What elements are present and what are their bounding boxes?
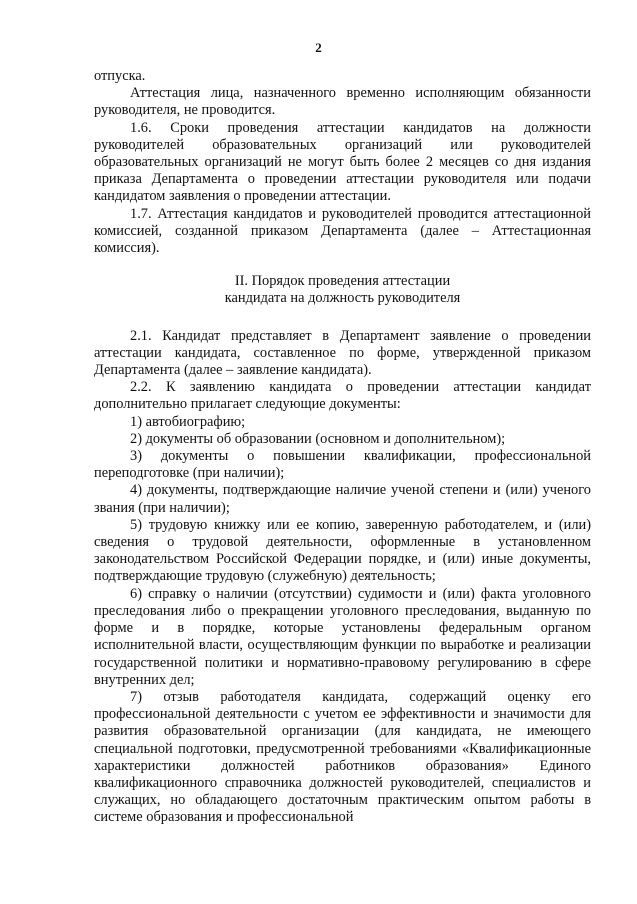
paragraph: 2) документы об образовании (основном и дополнительном); [130, 430, 506, 447]
paragraph: 1.7. Аттестация кандидатов и руководителей проводится аттестационной комиссией, созданной приказом Департамента (далее – Аттестационная комиссия). [94, 205, 591, 257]
section-heading [94, 273, 591, 307]
section-heading-line-1: II. Порядок проведения аттестации [234, 273, 451, 290]
paragraph: 6) справку о наличии (отсутствии) судимости и (или) факта уголовного преследования либо о прекращении уголовного преследования, выданную по форме и в порядке, которые установлены федеральным органом исполнительной власти, осуществляющим функции по выработке и реализации государственной политики и нормативно-правовому регулированию в сфере внутренних дел; [94, 585, 591, 688]
paragraph: 2.2. К заявлению кандидата о проведении аттестации кандидат дополнительно прилагает следующие документы: [94, 379, 591, 413]
paragraph: 7) отзыв работодателя кандидата, содержащий оценку его профессиональной деятельности с учетом ее эффективности и значимости для развития образовательной организации (для кандидата, не имеющего специальной подготовки, предусмотренной требованиями «Квалификационные характеристики должностей работников образования» Единого квалификационного справочника должностей руководителей, специалистов и служащих, но обладающего достаточным практическим опытом работы в системе образования и профессиональной [94, 688, 591, 826]
paragraphs-bottom [94, 328, 591, 827]
section-heading-line-2: кандидата на должность руководителя [224, 290, 461, 307]
paragraph: 1) автобиографию; [130, 413, 246, 430]
document-body [94, 68, 591, 827]
paragraph: 4) документы, подтверждающие наличие ученой степени и (или) ученого звания (при наличии); [94, 482, 591, 516]
paragraphs-top [94, 68, 591, 257]
paragraph: 5) трудовую книжку или ее копию, заверенную работодателем, и (или) сведения о трудовой деятельности, оформленные в установленном законодательством Российской Федерации порядке, и (или) иные документы, подтверждающие трудовую (служебную) деятельность; [94, 516, 591, 585]
paragraph: 1.6. Сроки проведения аттестации кандидатов на должности руководителей образовательных организаций или руководителей образовательных организаций не могут быть более 2 месяцев со дня издания приказа Департамента о проведении аттестации руководителя или подачи кандидатом заявления о проведении аттестации. [94, 119, 591, 205]
paragraph: Аттестация лица, назначенного временно исполняющим обязанности руководителя, не проводится. [94, 85, 591, 119]
page-number: 2 [315, 40, 322, 55]
paragraph: 2.1. Кандидат представляет в Департамент заявление о проведении аттестации кандидата, составленное по форме, утвержденной приказом Департамента (далее – заявление кандидата). [94, 327, 591, 379]
paragraph: 3) документы о повышении квалификации, профессиональной переподготовке (при наличии); [94, 448, 591, 482]
paragraph: отпуска. [94, 68, 146, 84]
